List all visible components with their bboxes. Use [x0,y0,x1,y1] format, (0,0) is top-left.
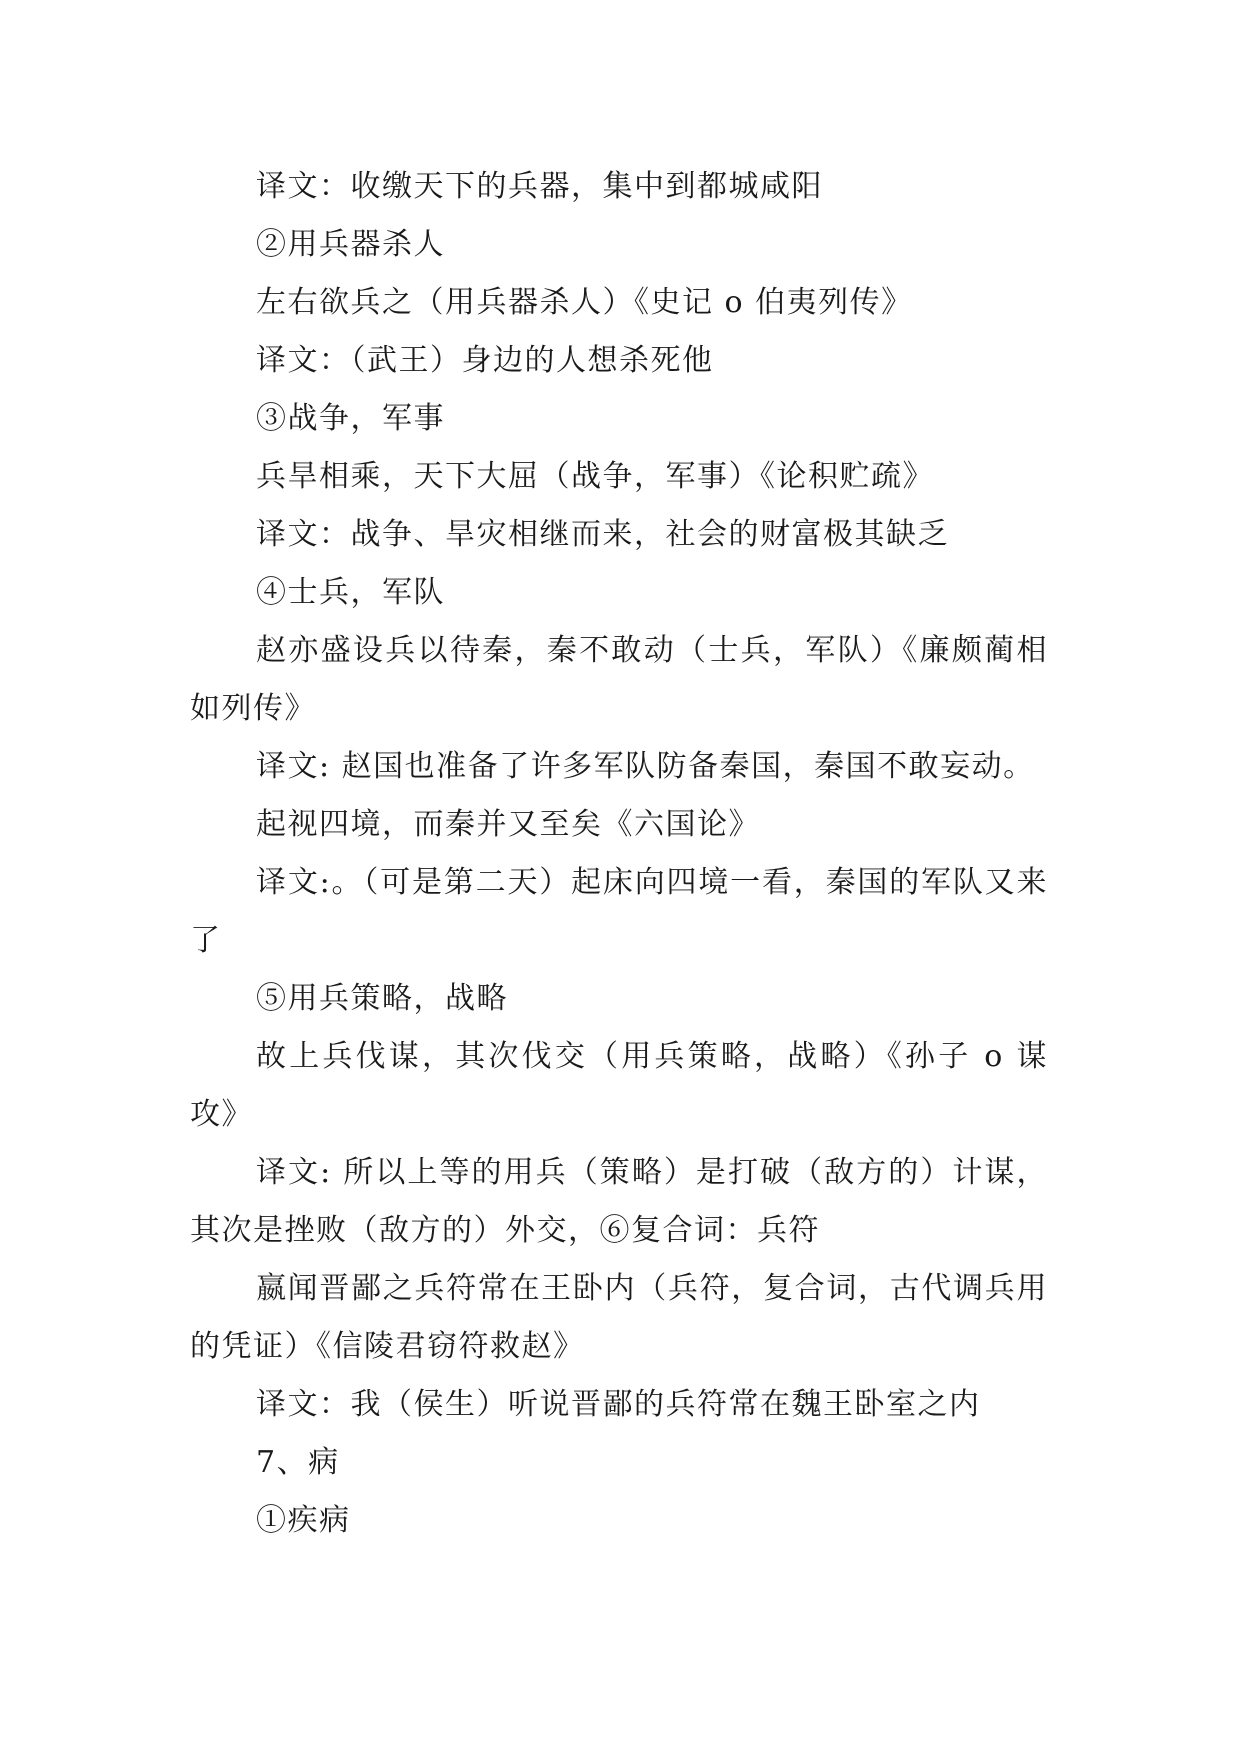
document-body [190,158,1048,1550]
text-paragraph: 赵亦盛设兵以待秦，秦不敢动（士兵，军队）《廉颇蔺相如列传》 [190,633,1048,726]
text-line: ⑤用兵策略，战略 [256,981,508,1016]
text-paragraph: 译文: 所以上等的用兵（策略）是打破（敌方的）计谋，其次是挫败（敌方的）外交，⑥复合词：兵符 [190,1155,1048,1248]
text-line: ③战争，军事 [256,401,445,436]
text-paragraph: 嬴闻晋鄙之兵符常在王卧内（兵符，复合词，古代调兵用的凭证）《信陵君窃符救赵》 [190,1271,1048,1364]
text-line: ④士兵，军队 [256,575,445,610]
text-paragraph: 故上兵伐谋，其次伐交（用兵策略，战略）《孙子 o 谋攻》 [190,1039,1048,1132]
text-line: 起视四境，而秦并又至矣《六国论》 [256,807,760,842]
text-line: 左右欲兵之（用兵器杀人）《史记 o 伯夷列传》 [256,285,913,320]
text-line: 译文：战争、旱灾相继而来，社会的财富极其缺乏 [256,517,949,552]
text-line: 7、病 [256,1445,340,1480]
text-line: 译文：收缴天下的兵器，集中到都城咸阳 [256,169,823,204]
text-paragraph: 译文:。（可是第二天）起床向四境一看，秦国的军队又来了 [190,865,1048,958]
text-line: 译文：我（侯生）听说晋鄙的兵符常在魏王卧室之内 [256,1387,981,1422]
text-line: 译文：（武王）身边的人想杀死他 [256,343,714,378]
text-line: ①疾病 [256,1503,351,1538]
text-line: 译文: 赵国也准备了许多军队防备秦国，秦国不敢妄动。 [256,749,1035,784]
text-line: 兵旱相乘，天下大屈（战争，军事）《论积贮疏》 [256,459,934,494]
text-line: ②用兵器杀人 [256,227,445,262]
